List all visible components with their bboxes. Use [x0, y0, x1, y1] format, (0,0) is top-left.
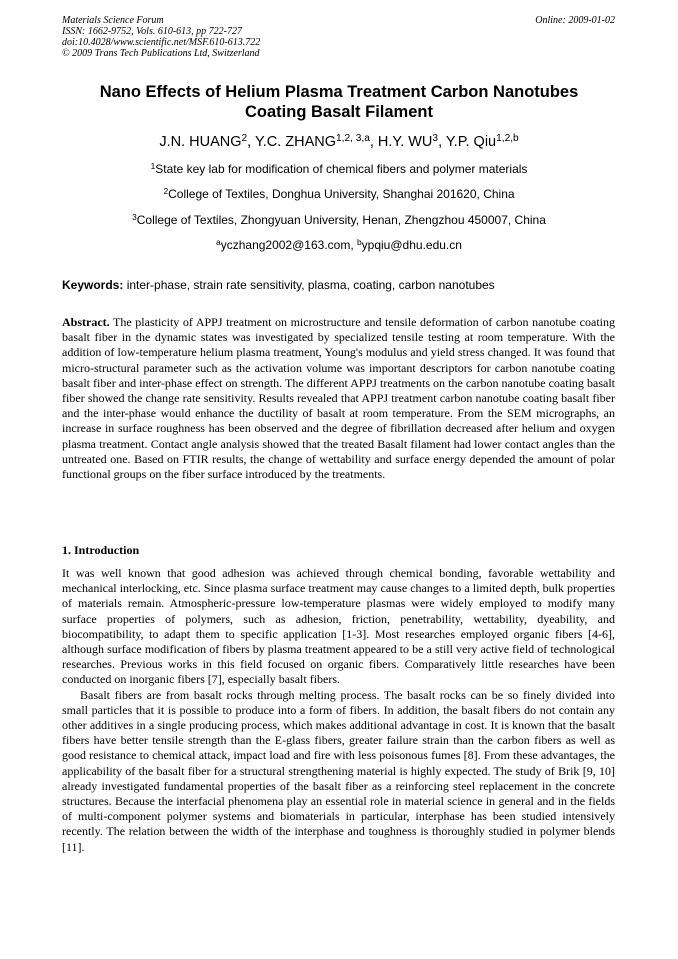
email-address[interactable]: ypqiu@dhu.edu.cn	[361, 238, 462, 252]
email-line: $^a$yczhang2002@163.com, $^b$ypqiu@dhu.edu.cn	[216, 236, 462, 252]
paragraph: It was well known that good adhesion was achieved through chemical bonding, favorable wettability and mechanical interlocking, etc. Since plasma surface treatment may cause changes to a limited depth, bulk properties of materials remain. Atmospheric-pressure low-temperature plasmas were widely employed to modify many surface properties of polymers, such as adhesion, friction, penetrability, wettability, dyeability, and biocompatibility, to adapt them to specific application [1-3]. Most researches employed organic fibers [4-6], although surface modification of fibers by plasma treatment appeared to be a still very active field of technological researches. Previous works in this field focused on organic fibers. Comparatively little researches have been conducted on inorganic fibers [7], especially basalt fibers.	[62, 566, 615, 687]
introduction-body	[62, 566, 615, 855]
affiliation-3: $^3$College of Textiles, Zhongyuan University, Henan, Zhengzhou 450007, China	[132, 211, 546, 227]
keywords	[62, 277, 615, 293]
affiliation-1: $^1$State key lab for modification of chemical fibers and polymer materials	[150, 160, 528, 176]
doi-line: doi:10.4028/www.scientific.net/MSF.610-613.722	[62, 37, 261, 48]
keywords-text: inter-phase, strain rate sensitivity, plasma, coating, carbon nanotubes	[126, 278, 495, 292]
issn-line: ISSN: 1662-9752, Vols. 610-613, pp 722-727	[62, 26, 242, 37]
affiliation-2: $^2$College of Textiles, Donghua University, Shanghai 201620, China	[163, 185, 515, 201]
abstract	[62, 315, 615, 482]
author-list	[40, 133, 638, 153]
author: Y.P. Qiu$^{1,2,b}$	[445, 132, 519, 150]
copyright-line: © 2009 Trans Tech Publications Ltd, Switzerland	[62, 48, 260, 59]
journal-name: Materials Science Forum	[62, 15, 164, 26]
author: Y.C. ZHANG$^{1,2, 3,a}$,	[254, 132, 378, 150]
title-line-2: Coating Basalt Filament	[245, 103, 433, 121]
abstract-text: The plasticity of APPJ treatment on microstructure and tensile deformation of carbon nanotube coating basalt fiber in the dynamic states was investigated by specialized tensile testing at room temperature. With the addition of low-temperature helium plasma treatment, Young's modulus and yield stress changed. It was found that micro-structural parameter such as the activation volume was important descriptors for carbon nanotube coating basalt fiber and inter-phase effect on strength. The different APPJ treatments on the carbon nanotube coating basalt fiber showed the change rate sensitivity. Results revealed that APPJ treatment carbon nanotube coating basalt fiber and the inter-phase would enhance the ductility of basalt at room temperature. From the SEM micrographs, an increase in surface roughness has been observed and the degree of fibrillation decreased after helium and oxygen plasma treatment. Contact angle analysis showed that the treated Basalt filament had lower contact angles than the untreated one. Based on FTIR results, the change of wettability and surface energy depended the amount of polar functional groups on the fiber surface introduced by the treatments.	[62, 315, 615, 482]
title-line-1: Nano Effects of Helium Plasma Treatment Carbon Nanotubes	[99, 83, 579, 101]
abstract-label: Abstract.	[62, 315, 110, 329]
online-date: Online: 2009-01-02	[535, 15, 615, 26]
paper-title	[40, 82, 638, 122]
journal-header	[62, 15, 615, 59]
email-address[interactable]: yczhang2002@163.com	[220, 238, 351, 252]
section-heading: 1. Introduction	[62, 543, 140, 557]
paragraph: Basalt fibers are from basalt rocks through melting process. The basalt rocks can be so finely divided into small particles that it is possible to produce into a form of fibers. In addition, the basalt fibers do not contain any other additives in a single producing process, which makes additional advantage in cost. It is known that the basalt fibers have better tensile strength than the E-glass fibers, greater failure strain than the carbon fibers as well as good resistance to chemical attack, impact load and fire with less poisonous fumes [8]. From these advantages, the applicability of the basalt fiber for a structural strengthening material is highly expected. The study of Brik [9, 10] already investigated fundamental properties of the basalt fiber as a reinforcing steel replacement in the concrete structures. Because the interfacial phenomena play an essential role in material science in general and in the fields of multi-component polymer systems and biomaterials in particular, interphase has been studied intensively recently. The relation between the width of the interphase and toughness is thoroughly studied in polymer blends [11].	[62, 687, 615, 854]
keywords-label: Keywords:	[62, 278, 124, 292]
author: J.N. HUANG$^2$,	[159, 132, 255, 150]
author: H.Y. $WU^3$,	[377, 132, 446, 150]
